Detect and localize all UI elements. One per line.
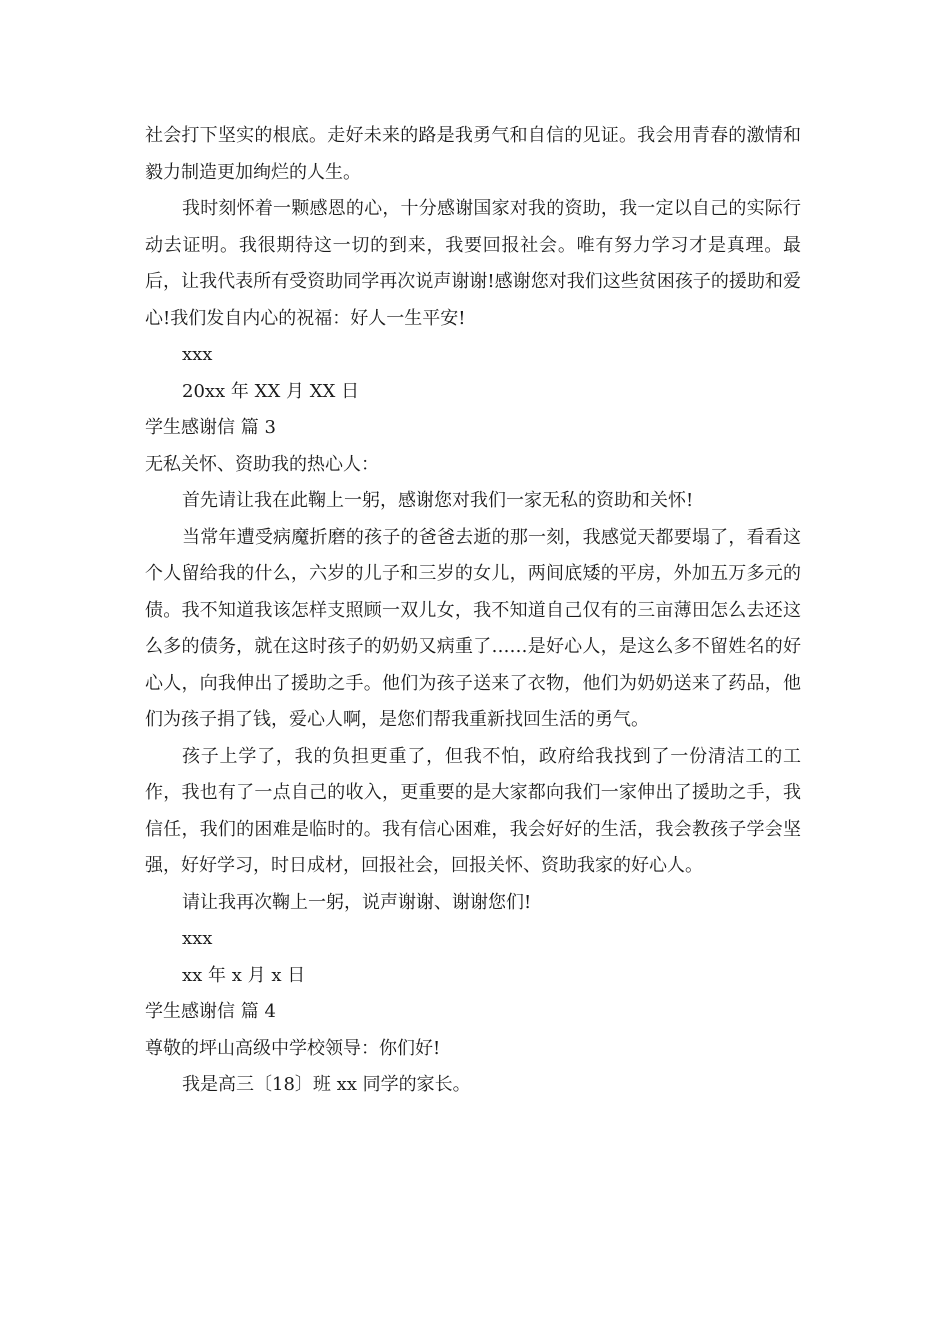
signature: xxx — [182, 928, 213, 949]
paragraph-bow: 首先请让我在此鞠上一躬，感谢您对我们一家无私的资助和关怀! — [182, 490, 694, 511]
paragraph-gratitude: 我时刻怀着一颗感恩的心，十分感谢国家对我的资助，我一定以自己的实际行动去证明。我很期待这一切的到来，我要回报社会。唯有努力学习才是真理。最后，让我代表所有受资助同学再次说声谢谢!感谢您对我们这些贫困孩子的援助和爱心!我们发自内心的祝福：好人一生平安! — [145, 198, 801, 329]
date-line: 20xx 年 XX 月 XX 日 — [182, 380, 360, 402]
section-heading-4: 学生感谢信 篇 4 — [145, 1001, 276, 1022]
salutation: 无私关怀、资助我的热心人： — [145, 453, 379, 475]
paragraph-story: 当常年遭受病魔折磨的孩子的爸爸去逝的那一刻，我感觉天都要塌了，看看这个人留给我的什么，六岁的儿子和三岁的女儿，两间底矮的平房，外加五万多元的债。我不知道我该怎样支照顾一双儿女，我不知道自己仅有的三亩薄田怎么去还这么多的债务，就在这时孩子的奶奶又病重了……是好心人，是这么多不留姓名的好心人，向我伸出了援助之手。他们为孩子送来了衣物，他们为奶奶送来了药品，他们为孩子捐了钱，爱心人啊，是您们帮我重新找回生活的勇气。 — [145, 526, 801, 730]
signature: xxx — [182, 344, 213, 365]
paragraph-thanks: 请让我再次鞠上一躬，说声谢谢、谢谢您们! — [182, 891, 532, 913]
paragraph-continuation: 社会打下坚实的根底。走好未来的路是我勇气和自信的见证。我会用青春的激情和毅力制造更加绚烂的人生。 — [145, 125, 801, 183]
date-line: xx 年 x 月 x 日 — [182, 964, 306, 986]
paragraph-intro: 我是高三〔18〕班 xx 同学的家长。 — [182, 1074, 471, 1095]
document-page — [145, 118, 801, 1104]
salutation: 尊敬的坪山高级中学校领导：你们好! — [145, 1037, 441, 1059]
paragraph-school: 孩子上学了，我的负担更重了，但我不怕，政府给我找到了一份清洁工的工作，我也有了一点自己的收入，更重要的是大家都向我们一家伸出了援助之手，我信任，我们的困难是临时的。我有信心困难，我会好好的生活，我会教孩子学会坚强，好好学习，时日成材，回报社会，回报关怀、资助我家的好心人。 — [145, 745, 801, 876]
section-heading-3: 学生感谢信 篇 3 — [145, 417, 276, 438]
